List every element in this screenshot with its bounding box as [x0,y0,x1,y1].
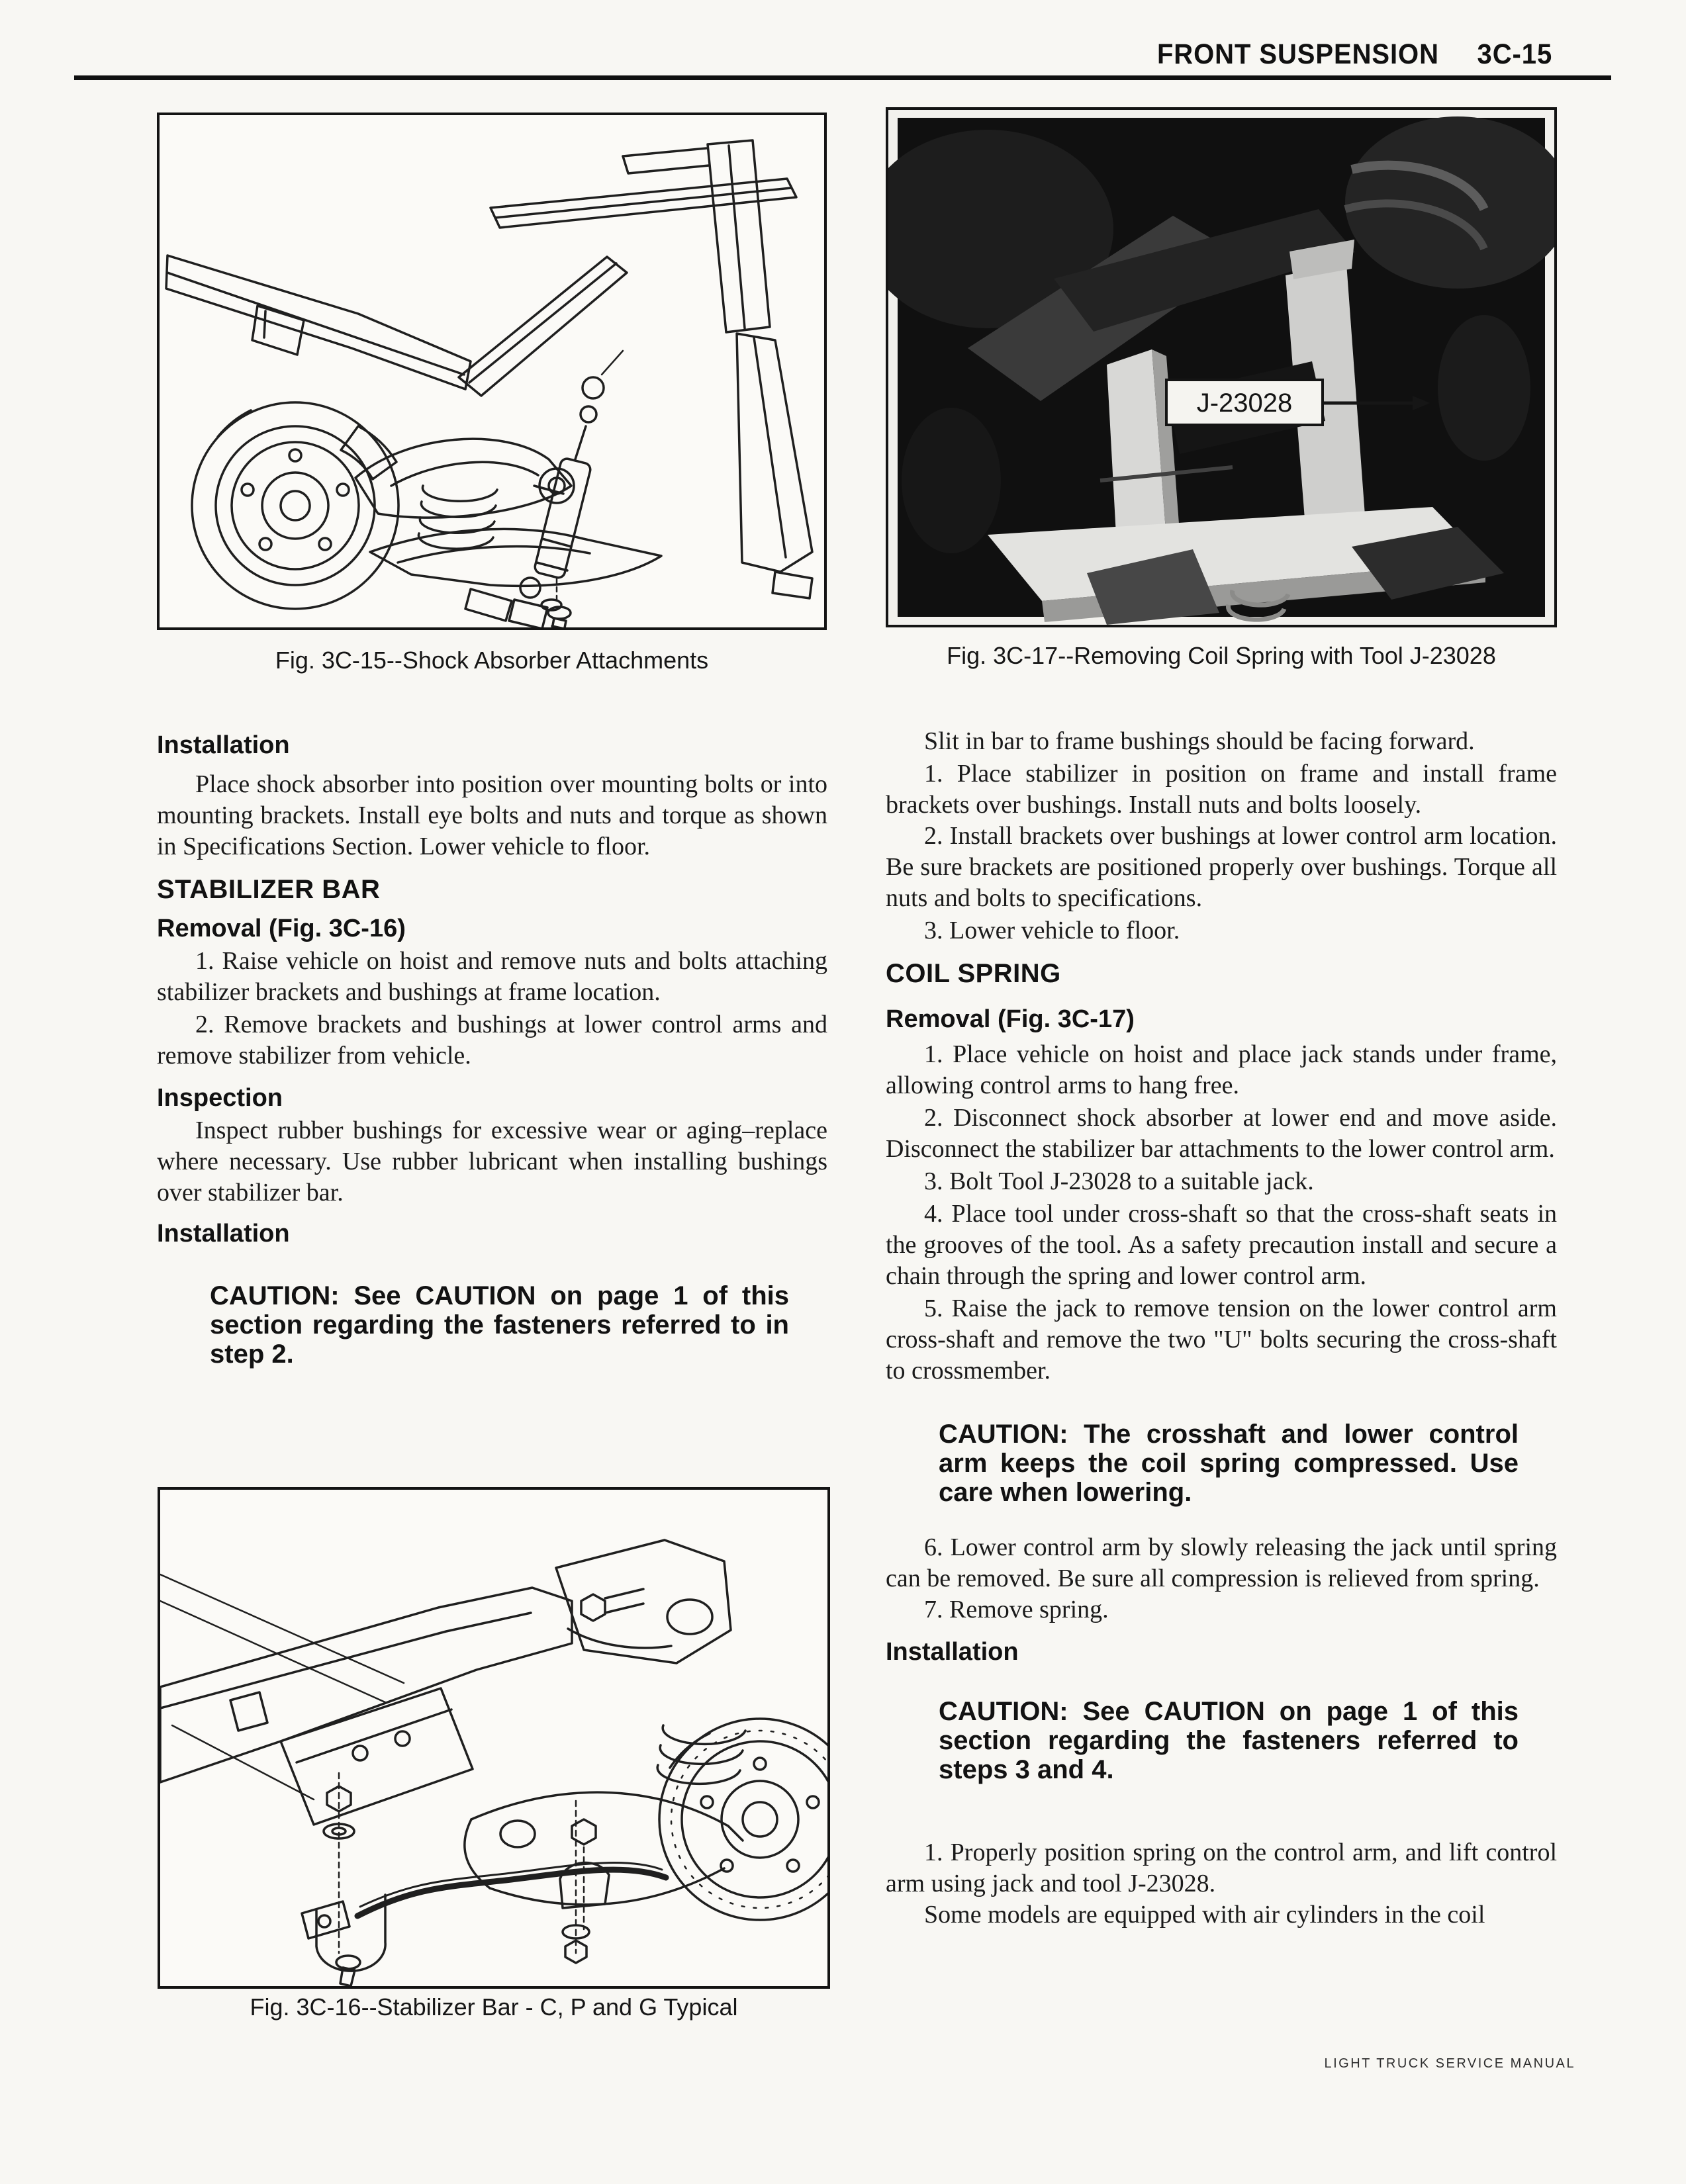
caution-block-left: CAUTION: See CAUTION on page 1 of this section regarding the fasteners referred to in step 2. [210,1281,789,1369]
inspection-paragraph: Inspect rubber bushings for excessive wear or aging–replace where necessary. Use rubber lubricant when installing bushings over stabilizer bar. [157,1116,827,1206]
heading-installation-2: Installation [157,1220,290,1248]
header-section-title: FRONT SUSPENSION [1156,38,1439,70]
figure-3c16-caption: Fig. 3C-16--Stabilizer Bar - C, P and G Typical [250,1993,738,2021]
coil-removal-step-7: 7. Remove spring. [924,1596,1109,1623]
caution-block-lowering: CAUTION: The crosshaft and lower control arm keeps the coil spring compressed. Use care when lowering. [939,1420,1519,1507]
coil-removal-step-2: 2. Disconnect shock absorber at lower end and move aside. Disconnect the stabilizer bar attachments to the lower control arm. [886,1104,1557,1163]
slit-intro-paragraph: Slit in bar to frame bushings should be facing forward. [924,727,1475,755]
frame-side-rail-right-drawing [737,334,812,598]
installation-paragraph: Place shock absorber into position over mounting bolts or into mounting brackets. Install eye bolts and nuts and torque as shown in Specifications Section. Lower vehicle to floor. [157,770,827,860]
figure-3c16-stabilizer-bar [158,1487,830,1989]
heading-inspection: Inspection [157,1084,283,1112]
frame-side-rail-left-drawing [166,255,471,389]
coil-removal-step-4: 4. Place tool under cross-shaft so that the cross-shaft seats in the grooves of the tool. As a safety precaution install and secure a chain through the spring and lower control arm. [886,1200,1557,1290]
coil-spring-photo [888,110,1554,625]
stabilizer-bar-path [357,1863,666,1916]
figure-3c17-coil-spring-photo [886,107,1557,627]
stabilizer-bar-line-drawing [160,1490,827,1986]
right-column [886,726,1557,1931]
coil-removal-step-5: 5. Raise the jack to remove tension on the lower control arm cross-shaft and remove the two "U" bolts securing the cross-shaft to crossmember. [886,1295,1557,1385]
figure-3c15-caption: Fig. 3C-15--Shock Absorber Attachments [275,647,709,674]
header-rule [74,75,1611,80]
page-header [1157,38,1552,70]
header-page-number: 3C-15 [1477,38,1552,70]
install-step-3: 3. Lower vehicle to floor. [924,917,1180,944]
shock-absorber-line-drawing [160,115,824,627]
frame-bracket-drawing [281,1688,473,1825]
heading-removal-3c16: Removal (Fig. 3C-16) [157,915,406,942]
lower-control-arm-drawing [370,529,661,621]
frame-rail-drawing [160,1588,572,1782]
pivot-bracket-drawing [556,1540,731,1663]
coil-install-step-1: 1. Properly position spring on the control arm, and lift control arm using jack and tool J-23028. [886,1839,1557,1897]
heading-coil-spring: COIL SPRING [886,959,1061,988]
footer-manual-title: LIGHT TRUCK SERVICE MANUAL [1324,2056,1575,2071]
install-step-2: 2. Install brackets over bushings at lower control arm location. Be sure brackets are positioned properly over bushings. Torque all nuts and bolts to specifications. [886,822,1557,912]
install-step-1: 1. Place stabilizer in position on frame and install frame brackets over bushings. Install nuts and bolts loosely. [886,760,1557,819]
frame-crossmember-drawing [491,140,796,332]
background-rail-lines [160,1574,404,1799]
figure-3c15-shock-absorber [157,113,827,630]
removal-step-2: 2. Remove brackets and bushings at lower control arms and remove stabilizer from vehicle. [157,1011,827,1069]
coil-removal-step-6: 6. Lower control arm by slowly releasing the jack until spring can be removed. Be sure all compression is relieved from spring. [886,1533,1557,1592]
coil-removal-step-1: 1. Place vehicle on hoist and place jack stands under frame, allowing control arms to hang free. [886,1040,1557,1099]
coil-removal-step-3: 3. Bolt Tool J-23028 to a suitable jack. [924,1167,1314,1195]
continued-paragraph: Some models are equipped with air cylinders in the coil [924,1901,1485,1929]
left-column [157,731,827,1369]
brake-rotor-drawing [659,1719,827,1920]
heading-coil-installation: Installation [886,1638,1019,1666]
hardware-stack-right [563,1801,589,1963]
removal-step-1: 1. Raise vehicle on hoist and remove nuts and bolts attaching stabilizer brackets and bushings at frame location. [157,947,827,1006]
heading-installation-1: Installation [157,731,290,759]
figure-3c17-caption: Fig. 3C-17--Removing Coil Spring with Tool J-23028 [947,642,1496,669]
lower-control-arm-drawing [465,1792,743,1905]
tool-label: J-23028 [1196,388,1293,418]
caution-block-fasteners: CAUTION: See CAUTION on page 1 of this section regarding the fasteners referred to steps 3 and 4. [939,1697,1519,1784]
heading-stabilizer-bar: STABILIZER BAR [157,875,381,904]
heading-removal-3c17: Removal (Fig. 3C-17) [886,1005,1135,1033]
brake-rotor-drawing [192,402,398,609]
